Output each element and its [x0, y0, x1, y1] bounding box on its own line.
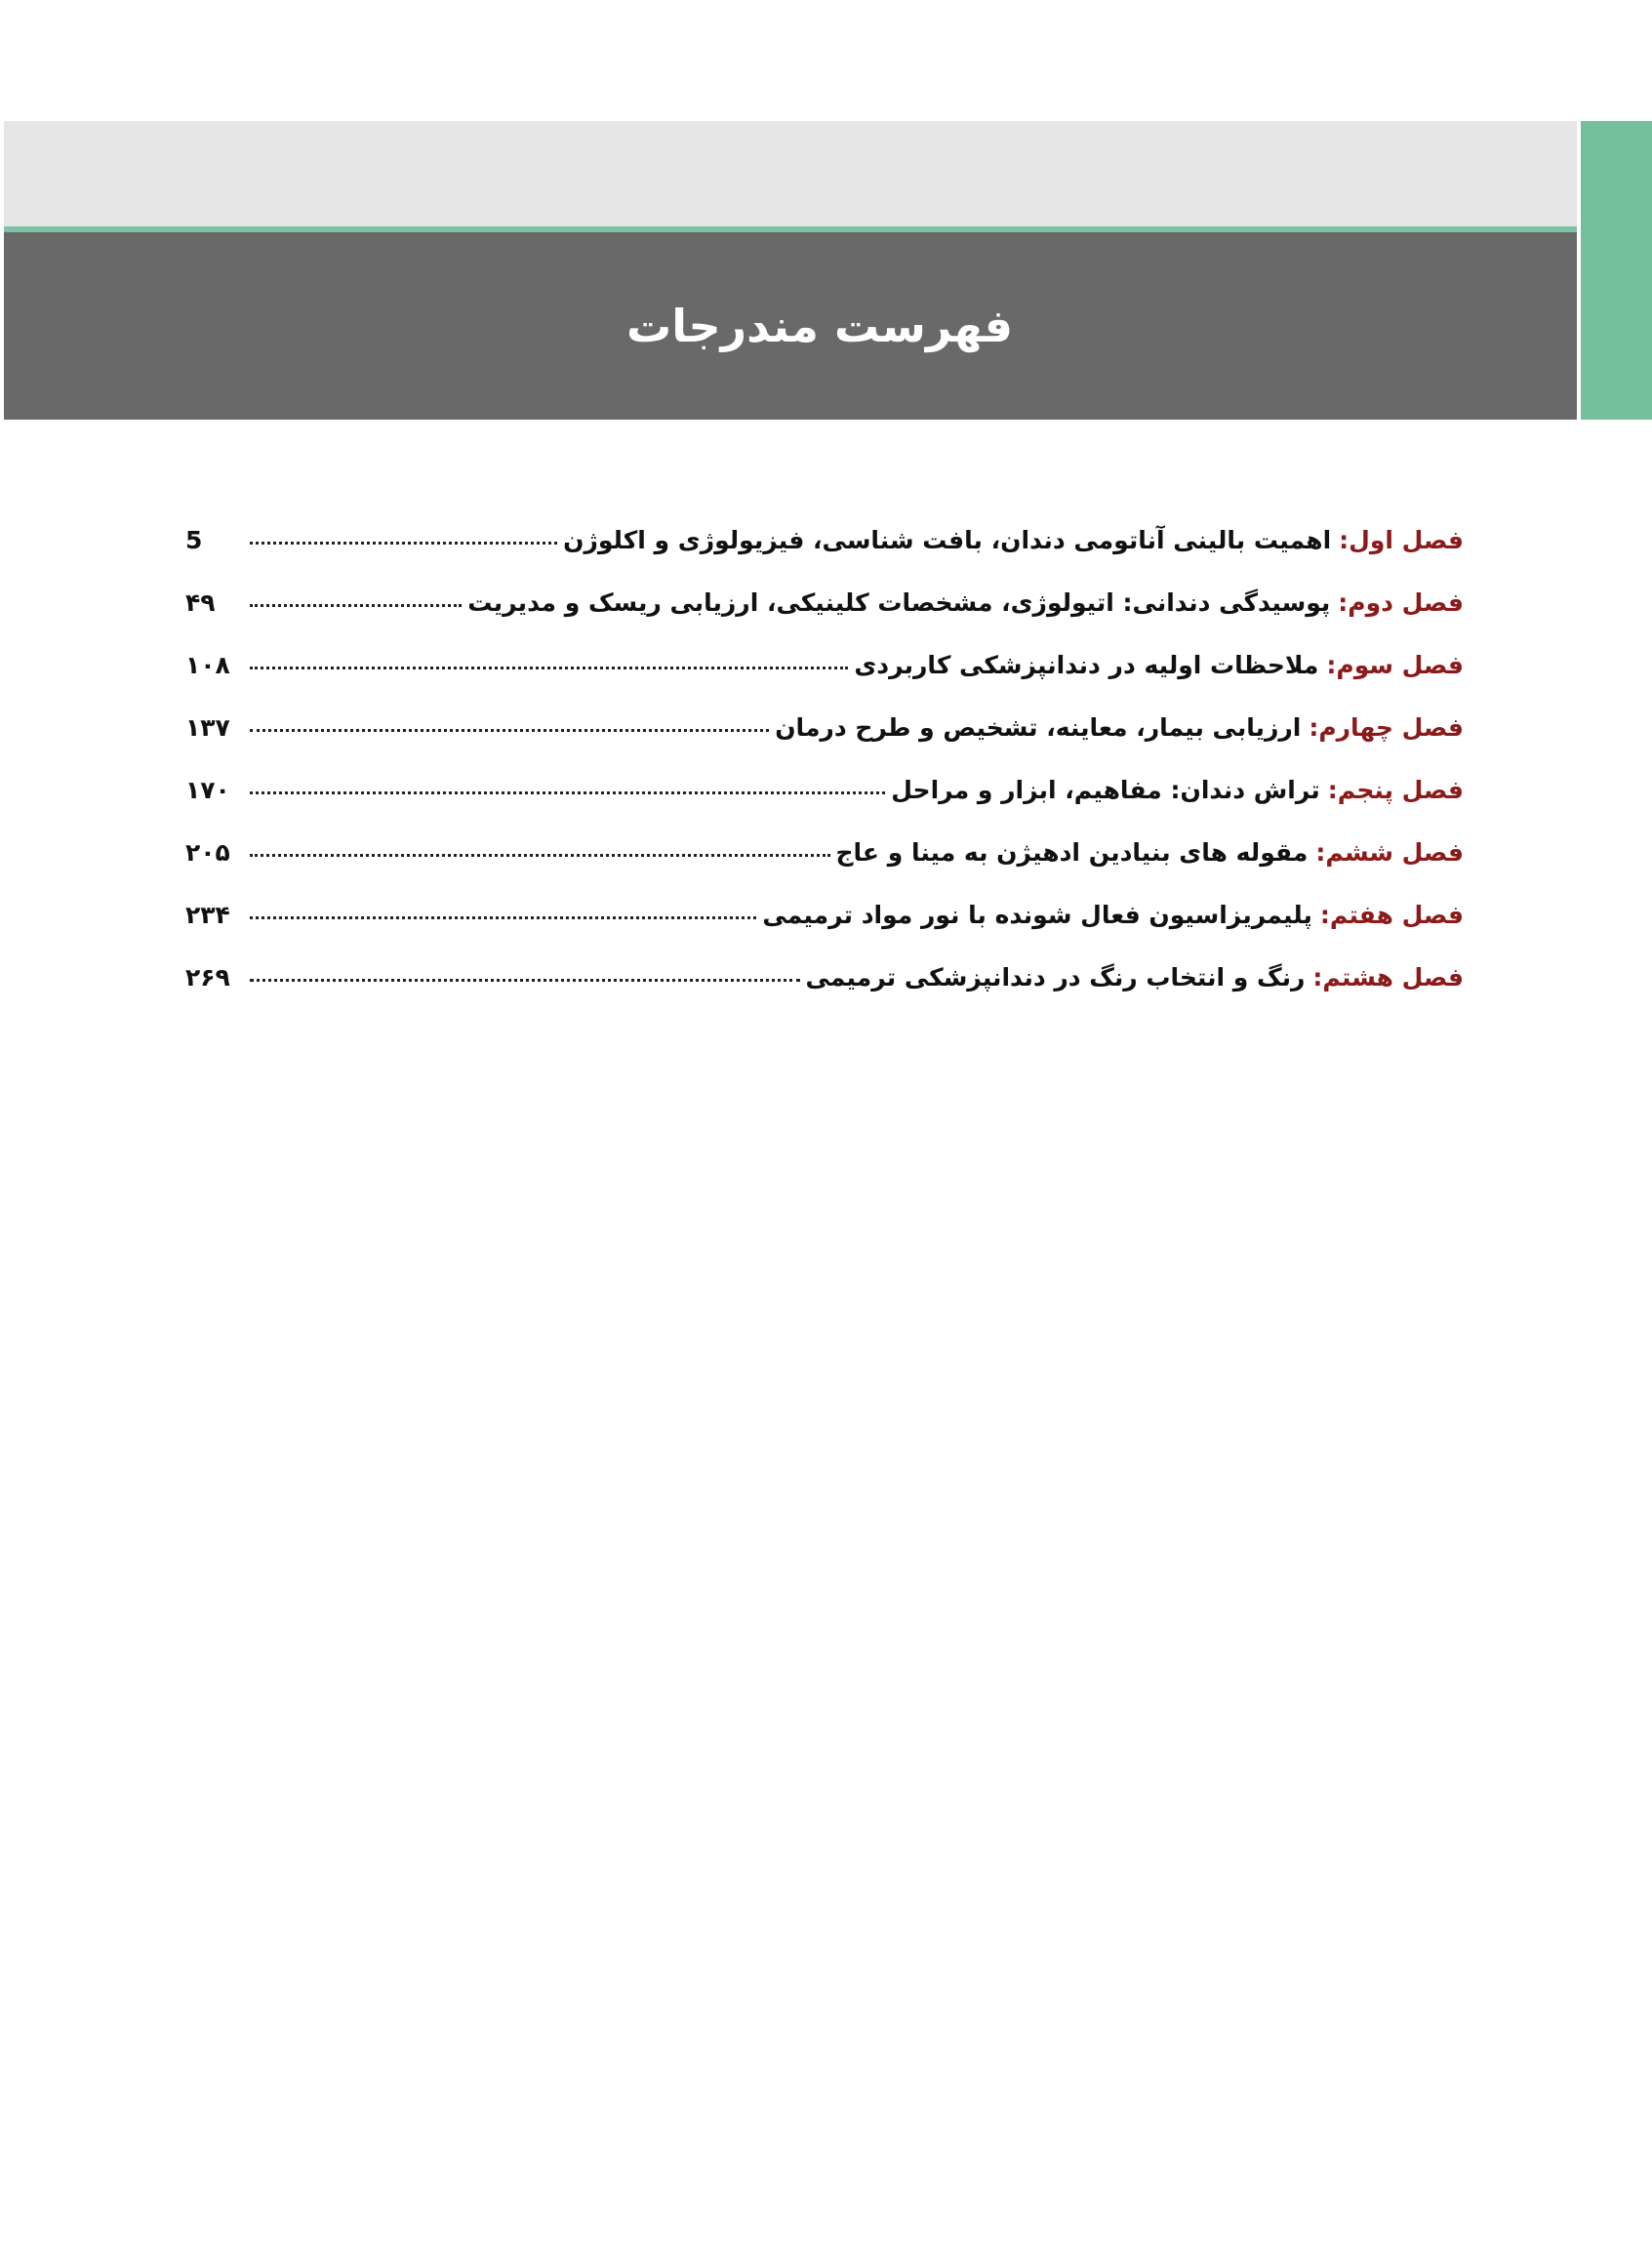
- page-title: فهرست مندرجات: [625, 300, 1013, 352]
- toc-chapter-title: تراش دندان: مفاهیم، ابزار و مراحل: [891, 776, 1320, 804]
- toc-row[interactable]: [185, 644, 1464, 707]
- toc-chapter-label: فصل اول:: [1339, 526, 1464, 554]
- toc-leader-dots: [250, 979, 800, 982]
- toc-chapter-label: فصل چهارم:: [1309, 713, 1464, 742]
- toc-row[interactable]: [185, 831, 1464, 894]
- toc-page-number: 5: [185, 526, 203, 554]
- toc-page-number: ۱۳۷: [185, 713, 230, 742]
- toc-row[interactable]: [185, 582, 1464, 644]
- toc-row[interactable]: [185, 894, 1464, 956]
- toc-chapter-title: ارزیابی بیمار، معاینه، تشخیص و طرح درمان: [775, 713, 1302, 742]
- toc-page-number: ۱۰۸: [185, 651, 230, 679]
- toc-leader-dots: [250, 667, 848, 669]
- header-title-band: [4, 232, 1577, 420]
- toc-leader-dots: [250, 542, 557, 545]
- toc-chapter-title: پلیمریزاسیون فعال شونده با نور مواد ترمیمی: [762, 901, 1312, 929]
- toc-page-number: ۲۰۵: [185, 838, 230, 867]
- toc-chapter-label: فصل هفتم:: [1319, 901, 1464, 929]
- toc-row[interactable]: [185, 769, 1464, 831]
- toc-leader-dots: [250, 604, 462, 607]
- toc-row[interactable]: [185, 707, 1464, 769]
- header-light-band: [4, 121, 1577, 226]
- toc-chapter-label: فصل ششم:: [1315, 838, 1464, 867]
- toc-chapter-label: فصل پنجم:: [1327, 776, 1464, 804]
- toc-chapter-label: فصل سوم:: [1326, 651, 1464, 679]
- page-header: [4, 121, 1577, 420]
- toc-page-number: ۲۳۴: [185, 901, 230, 929]
- toc-page-number: ۲۶۹: [185, 963, 230, 992]
- toc-page-number: ۱۷۰: [185, 776, 230, 804]
- toc-leader-dots: [250, 729, 769, 732]
- side-accent-tab: [1581, 121, 1652, 420]
- toc-leader-dots: [250, 791, 885, 794]
- toc-chapter-title: مقوله های بنیادین ادهیژن به مینا و عاج: [835, 838, 1309, 867]
- toc-row[interactable]: [185, 519, 1464, 582]
- toc-chapter-title: پوسیدگی دندانی: اتیولوژی، مشخصات کلینیکی، ارزیابی ریسک و مدیریت: [467, 588, 1331, 617]
- toc-leader-dots: [250, 854, 830, 857]
- toc-page-number: ۴۹: [185, 588, 216, 617]
- toc-chapter-title: رنگ و انتخاب رنگ در دندانپزشکی ترمیمی: [805, 963, 1306, 992]
- table-of-contents: [185, 519, 1464, 1019]
- toc-row[interactable]: [185, 956, 1464, 1019]
- toc-chapter-title: اهمیت بالینی آناتومی دندان، بافت شناسی، فیزیولوژی و اکلوژن: [563, 526, 1332, 554]
- toc-chapter-label: فصل هشتم:: [1312, 963, 1464, 992]
- toc-chapter-title: ملاحظات اولیه در دندانپزشکی کاربردی: [854, 651, 1319, 679]
- toc-leader-dots: [250, 916, 756, 919]
- toc-chapter-label: فصل دوم:: [1338, 588, 1464, 617]
